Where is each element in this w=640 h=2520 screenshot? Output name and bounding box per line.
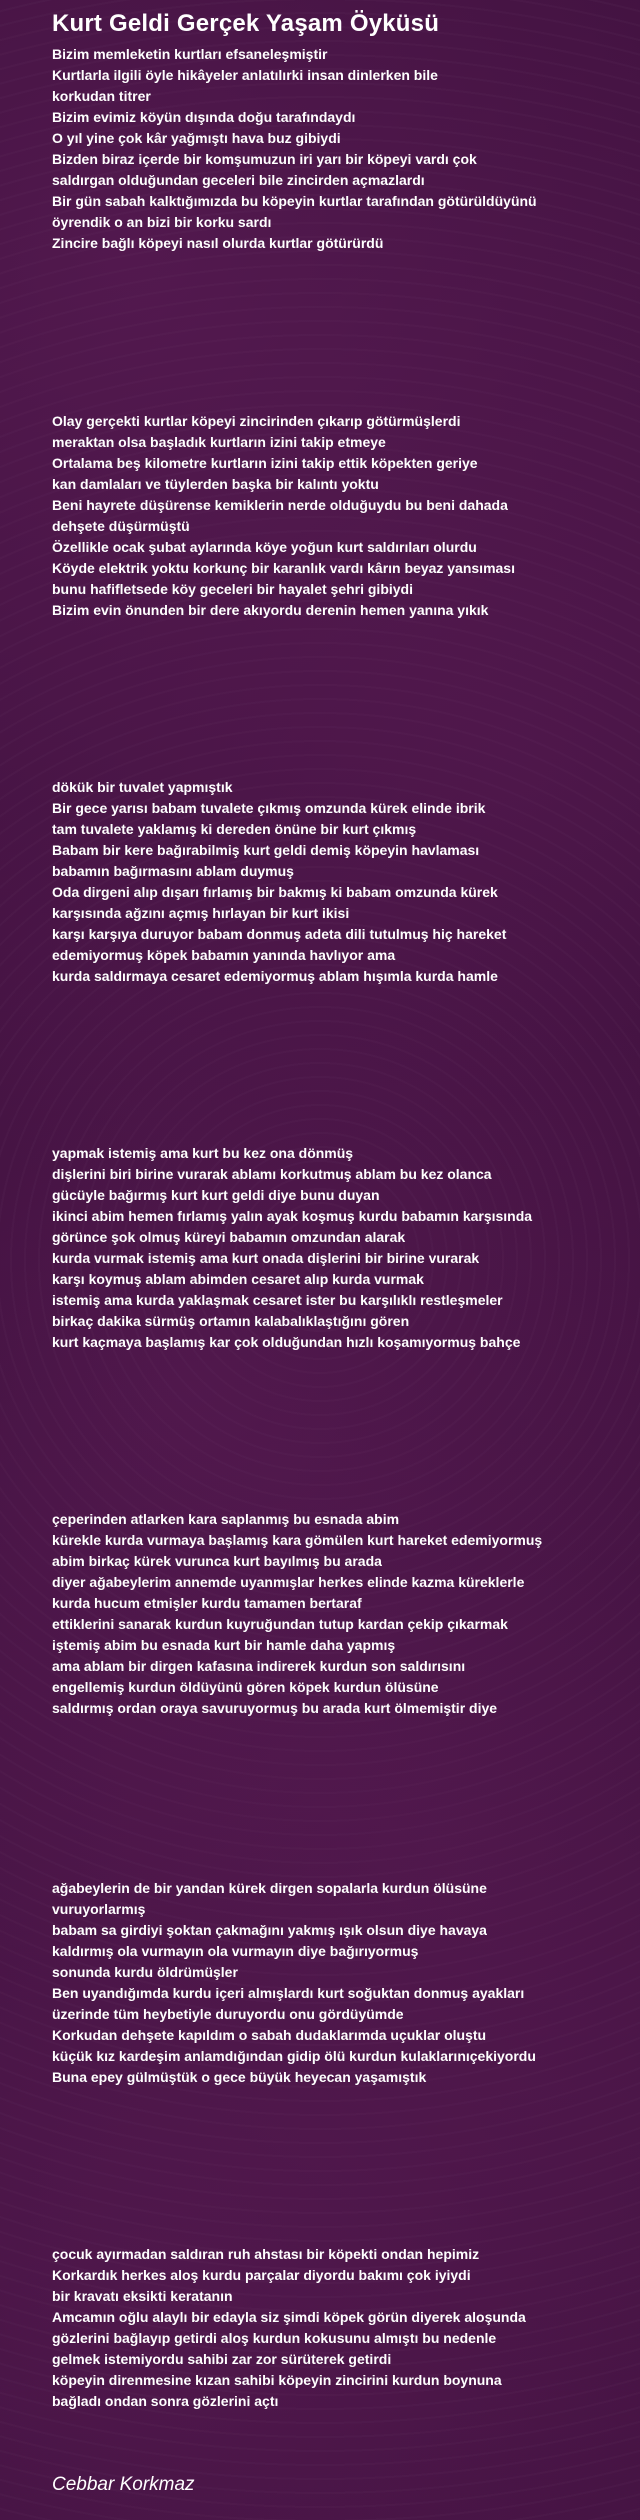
poem-title: Kurt Geldi Gerçek Yaşam Öyküsü <box>52 10 440 37</box>
poem-line: korkudan titrer <box>52 88 151 104</box>
poem-line: gücüyle bağırmış kurt kurt geldi diye bunu duyan <box>52 1187 380 1203</box>
poem-line: Bizim evimiz köyün dışında doğu tarafındaydı <box>52 109 356 125</box>
poem-line: gelmek istemiyordu sahibi zar zor sürüterek getirdi <box>52 2351 392 2367</box>
poem-line: bunu hafifletsede köy geceleri bir hayalet şehri gibiydi <box>52 581 413 597</box>
poem-line: O yıl yine çok kâr yağmıştı hava buz gibiydi <box>52 130 341 146</box>
poem-line: üzerinde tüm heybetiyle duruyordu onu gördüyümde <box>52 2006 404 2022</box>
poem-line: engellemiş kurdun öldüyünü gören köpek kurdun ölüsüne <box>52 1679 439 1695</box>
poem-line: Özellikle ocak şubat aylarında köye yoğun kurt saldırıları olurdu <box>52 539 477 555</box>
poem-line: dehşete düşürmüştü <box>52 518 190 534</box>
poem-line: ettiklerini sanarak kurdun kuyruğundan tutup kardan çekip çıkarmak <box>52 1616 508 1632</box>
poem-line: Bir gün sabah kalktığımızda bu köpeyin kurtlar tarafından götürüldüyünü <box>52 193 537 209</box>
poem-line: kurda saldırmaya cesaret edemiyormuş ablam hışımla kurda hamle <box>52 968 498 984</box>
poem-line: birkaç dakika sürmüş ortamın kalabalıklaştığını gören <box>52 1313 410 1329</box>
poem-line: yapmak istemiş ama kurt bu kez ona dönmüş <box>52 1145 354 1161</box>
stanza-2 <box>52 411 632 621</box>
poem-line: karşısında ağzını açmış hırlayan bir kurt ikisi <box>52 905 350 921</box>
stanza-5 <box>52 1509 632 1719</box>
poem-line: edemiyormuş köpek babamın yanında havlıyor ama <box>52 947 396 963</box>
poem-line: Buna epey gülmüştük o gece büyük heyecan yaşamıştık <box>52 2069 427 2085</box>
stanza-1 <box>52 44 632 254</box>
poem-line: Babam bir kere bağırabilmiş kurt geldi demiş köpeyin havlaması <box>52 842 480 858</box>
poem-line: ikinci abim hemen fırlamış yalın ayak koşmuş kurdu babamın karşısında <box>52 1208 533 1224</box>
poem-line: küçük kız kardeşim anlamdığından gidip ölü kurdun kulaklarınıçekiyordu <box>52 2048 536 2064</box>
poem-line: öyrendik o an bizi bir korku sardı <box>52 214 272 230</box>
poem-line: Oda dirgeni alıp dışarı fırlamış bir bakmış ki babam omzunda kürek <box>52 884 498 900</box>
poem-line: Ortalama beş kilometre kurtların izini takip ettik köpekten geriye <box>52 455 478 471</box>
poem-line: Korkardık herkes aloş kurdu parçalar diyordu bakımı çok iyiydi <box>52 2267 471 2283</box>
poem-line: ama ablam bir dirgen kafasına indirerek kurdun son saldırısını <box>52 1658 466 1674</box>
poem-line: bağladı ondan sonra gözlerini açtı <box>52 2393 279 2409</box>
poem-line: abim birkaç kürek vurunca kurt bayılmış bu arada <box>52 1553 382 1569</box>
poem-line: Beni hayrete düşürense kemiklerin nerde olduğuydu bu beni dahada <box>52 497 508 513</box>
poem-line: Korkudan dehşete kapıldım o sabah dudaklarımda uçuklar oluştu <box>52 2027 487 2043</box>
poem-line: kurt kaçmaya başlamış kar çok olduğundan hızlı koşamıyormuş bahçe <box>52 1334 521 1350</box>
poem-line: köpeyin direnmesine kızan sahibi köpeyin zincirini kurdun boynuna <box>52 2372 502 2388</box>
poem-line: babamın bağırmasını ablam duymuş <box>52 863 294 879</box>
poem-line: Kurtlarla ilgili öyle hikâyeler anlatılırki insan dinlerken bile <box>52 67 438 83</box>
stanza-4 <box>52 1143 632 1353</box>
poem-line: kaldırmış ola vurmayın ola vurmayın diye bağırıyormuş <box>52 1943 419 1959</box>
poem-line: tam tuvalete yaklamış ki dereden önüne bir kurt çıkmış <box>52 821 417 837</box>
poem-line: dişlerini biri birine vurarak ablamı korkutmuş ablam bu kez olanca <box>52 1166 492 1182</box>
poem-line: iştemiş abim bu esnada kurt bir hamle daha yapmış <box>52 1637 396 1653</box>
poem-line: Bizden biraz içerde bir komşumuzun iri yarı bir köpeyi vardı çok <box>52 151 477 167</box>
poem-line: Ben uyandığımda kurdu içeri almışlardı kurt soğuktan donmuş ayakları <box>52 1985 525 2001</box>
poem-line: çocuk ayırmadan saldıran ruh ahstası bir köpekti ondan hepimiz <box>52 2246 480 2262</box>
poem-line: sonunda kurdu öldrümüşler <box>52 1964 238 1980</box>
poem-line: meraktan olsa başladık kurtların izini takip etmeye <box>52 434 386 450</box>
poem-line: dökük bir tuvalet yapmıştık <box>52 779 233 795</box>
poem-line: Bizim memleketin kurtları efsaneleşmiştir <box>52 46 328 62</box>
author-name: Cebbar Korkmaz <box>52 2474 195 2495</box>
stanza-7 <box>52 2244 632 2412</box>
poem-line: diyer ağabeylerim annemde uyanmışlar herkes elinde kazma küreklerle <box>52 1574 525 1590</box>
poem-line: Köyde elektrik yoktu korkunç bir karanlık vardı kârın beyaz yansıması <box>52 560 515 576</box>
poem-line: ağabeylerin de bir yandan kürek dirgen sopalarla kurdun ölüsüne <box>52 1880 487 1896</box>
poem-line: Olay gerçekti kurtlar köpeyi zincirinden çıkarıp götürmüşlerdi <box>52 413 461 429</box>
poem-line: kurda vurmak istemiş ama kurt onada dişlerini bir birine vurarak <box>52 1250 480 1266</box>
poem-line: babam sa girdiyi şoktan çakmağını yakmış ışık olsun diye havaya <box>52 1922 487 1938</box>
poem-line: istemiş ama kurda yaklaşmak cesaret ister bu karşılıklı restleşmeler <box>52 1292 503 1308</box>
stanza-3 <box>52 777 632 987</box>
poem-line: kurda hucum etmişler kurdu tamamen bertaraf <box>52 1595 362 1611</box>
poem-line: karşı karşıya duruyor babam donmuş adeta dili tutulmuş hiç hareket <box>52 926 507 942</box>
stanza-6 <box>52 1878 632 2088</box>
poem-line: Bizim evin önunden bir dere akıyordu derenin hemen yanına yıkık <box>52 602 489 618</box>
poem-line: karşı koymuş ablam abimden cesaret alıp kurda vurmak <box>52 1271 424 1287</box>
poem-line: bir kravatı eksikti keratanın <box>52 2288 233 2304</box>
poem-line: Bir gece yarısı babam tuvalete çıkmış omzunda kürek elinde ibrik <box>52 800 486 816</box>
poem-line: vuruyorlarmış <box>52 1901 146 1917</box>
poem-line: kürekle kurda vurmaya başlamış kara gömülen kurt hareket edemiyormuş <box>52 1532 543 1548</box>
poem-line: saldırgan olduğundan geceleri bile zincirden açmazlardı <box>52 172 425 188</box>
poem-line: Zincire bağlı köpeyi nasıl olurda kurtlar götürürdü <box>52 235 384 251</box>
poem-line: görünce şok olmuş küreyi babamın omzundan alarak <box>52 1229 406 1245</box>
poem-line: kan damlaları ve tüylerden başka bir kalıntı yoktu <box>52 476 379 492</box>
poem-line: Amcamın oğlu alaylı bir edayla siz şimdi köpek görün diyerek aloşunda <box>52 2309 526 2325</box>
poem-line: çeperinden atlarken kara saplanmış bu esnada abim <box>52 1511 400 1527</box>
poem-line: saldırmış ordan oraya savuruyormuş bu arada kurt ölmemiştir diye <box>52 1700 498 1716</box>
poem-line: gözlerini bağlayıp getirdi aloş kurdun kokusunu almıştı bu nedenle <box>52 2330 497 2346</box>
